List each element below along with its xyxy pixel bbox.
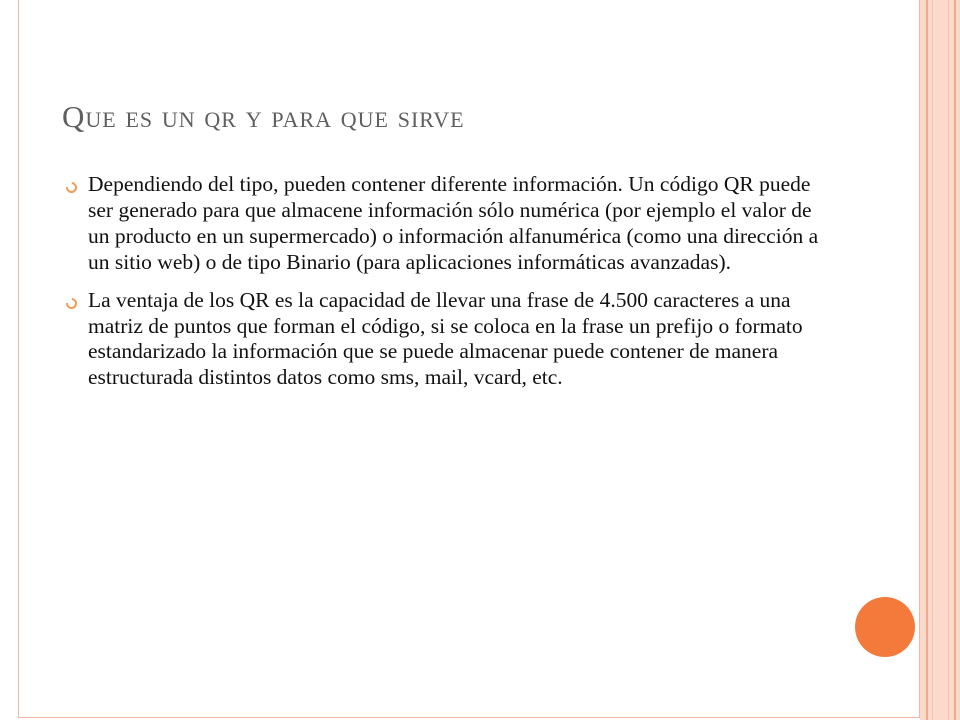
band-stripe xyxy=(932,0,933,720)
decorative-side-band xyxy=(920,0,960,720)
slide-title: Que es un qr y para que sirve xyxy=(62,99,465,134)
band-stripe xyxy=(954,0,956,720)
band-stripe xyxy=(926,0,928,720)
bullet-text: La ventaja de los QR es la capacidad de llevar una frase de 4.500 caracteres a una matriz de puntos que forman el código, si se coloca en la frase un prefijo o formato estandarizado la información que se puede almacenar puede contener de manera estructurada distintos datos como sms, mail, vcard, etc. xyxy=(88,287,803,390)
bullet-item xyxy=(62,172,832,276)
slide-content xyxy=(62,172,832,403)
bullet-icon xyxy=(64,295,79,310)
accent-circle xyxy=(855,597,915,657)
band-stripe xyxy=(948,0,949,720)
bullet-icon xyxy=(64,180,79,195)
bullet-item xyxy=(62,288,832,392)
bullet-text: Dependiendo del tipo, pueden contener diferente información. Un código QR puede ser generado para que almacene información sólo numérica (por ejemplo el valor de un producto en un supermercado) o información alfanumérica (como una dirección a un sitio web) o de tipo Binario (para aplicaciones informáticas avanzadas). xyxy=(88,172,819,274)
